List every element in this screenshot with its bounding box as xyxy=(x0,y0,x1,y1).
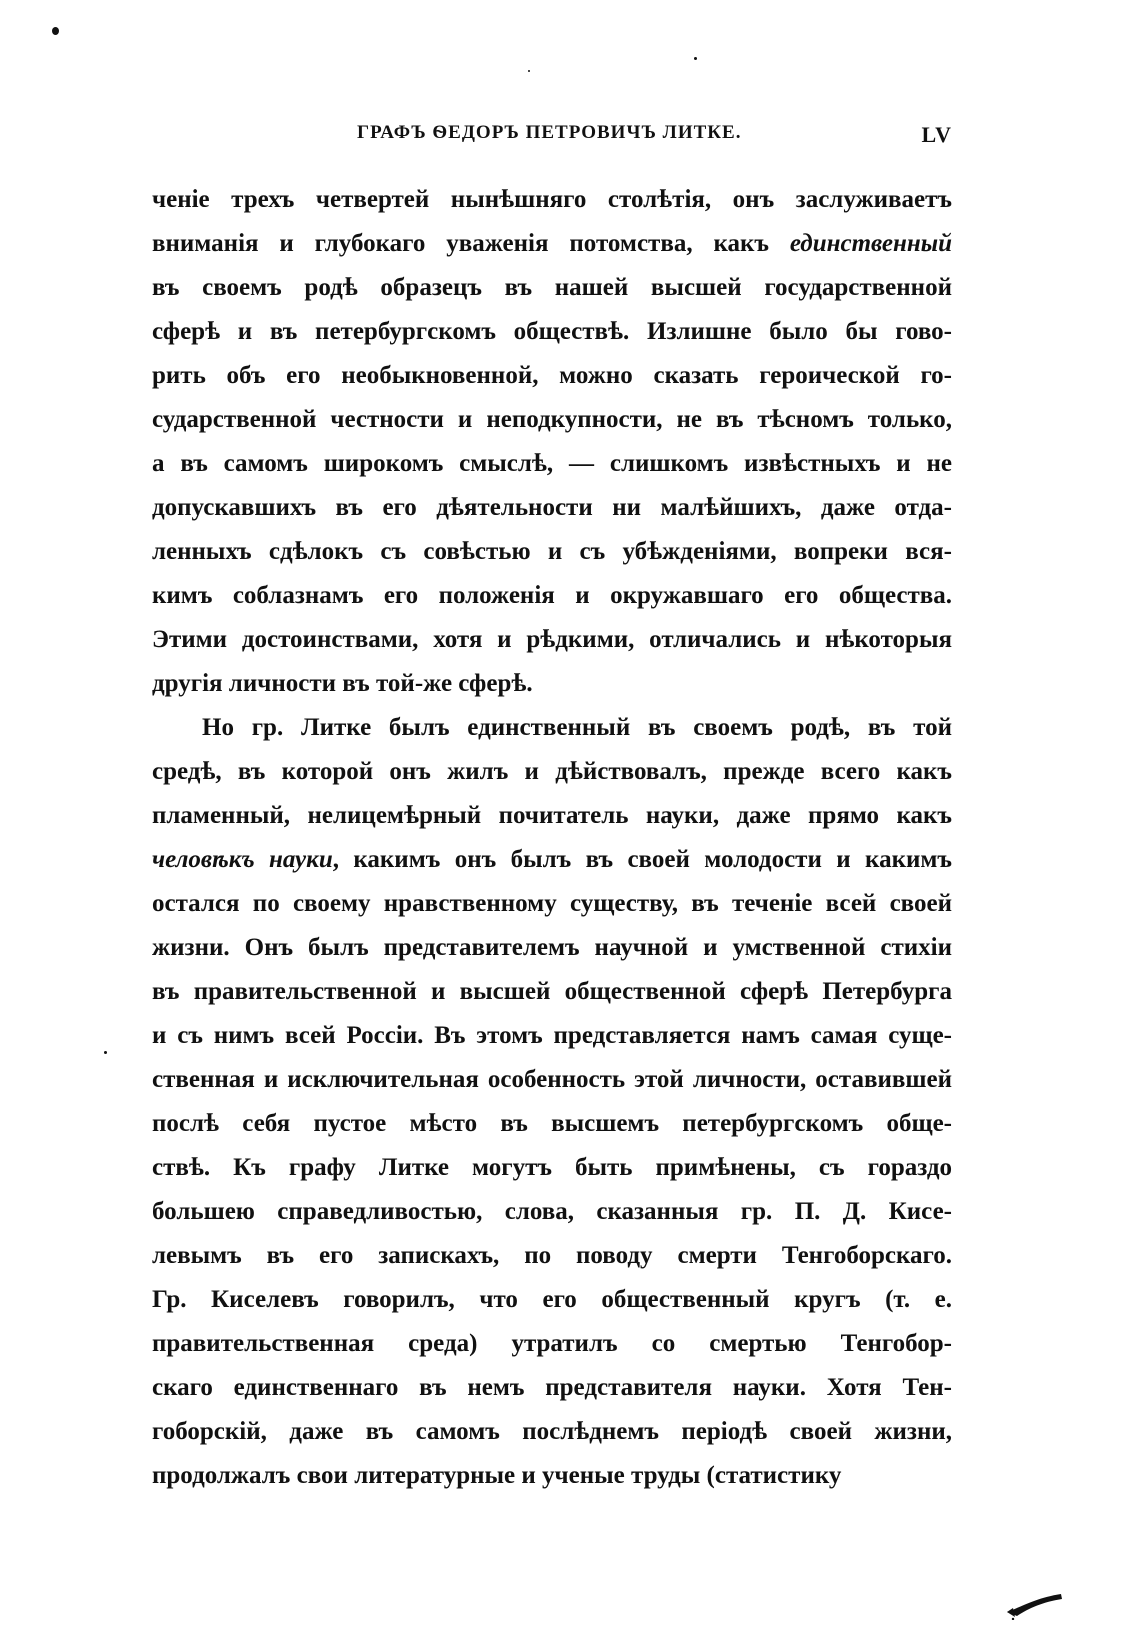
text-line xyxy=(152,178,952,222)
text-line xyxy=(152,970,952,1014)
text-segment: допускавшихъ въ его дѣятельности ни малѣйшихъ, даже отда- xyxy=(152,494,952,521)
text-segment: пламенный, нелицемѣрный почитатель науки, даже прямо какъ xyxy=(152,802,952,829)
text-segment: рить объ его необыкновенной, можно сказать героической го- xyxy=(152,362,952,389)
text-segment: средѣ, въ которой онъ жилъ и дѣйствовалъ, прежде всего какъ xyxy=(152,758,952,785)
text-line xyxy=(152,1366,952,1410)
body-text xyxy=(152,178,952,1498)
text-segment: левымъ въ его запискахъ, по поводу смерти Тенгоборскаго. xyxy=(152,1242,952,1269)
text-line xyxy=(152,750,952,794)
running-head xyxy=(152,122,952,152)
ink-speck xyxy=(528,70,530,72)
text-segment: ченіе трехъ четвертей нынѣшняго столѣтія, онъ заслуживаетъ xyxy=(152,186,952,213)
text-line xyxy=(152,530,952,574)
text-segment: вниманія и глубокаго уваженія потомства, какъ xyxy=(152,230,790,257)
text-line xyxy=(152,1190,952,1234)
running-title: ГРАФЪ ѲЕДОРЪ ПЕТРОВИЧЪ ЛИТКЕ. xyxy=(357,122,742,143)
text-segment: Этими достоинствами, хотя и рѣдкими, отличались и нѣкоторыя xyxy=(152,626,952,653)
text-segment: продолжалъ свои литературные и ученые труды (статистику xyxy=(152,1462,842,1489)
text-segment: скаго единственнаго въ немъ представителя науки. Хотя Тен- xyxy=(152,1374,952,1401)
ink-speck xyxy=(694,57,697,60)
text-line xyxy=(152,662,952,706)
text-segment: жизни. Онъ былъ представителемъ научной и умственной стихіи xyxy=(152,934,952,961)
text-line xyxy=(152,882,952,926)
text-line xyxy=(152,1410,952,1454)
text-line xyxy=(152,1102,952,1146)
text-segment: правительственная среда) утратилъ со смертью Тенгобор- xyxy=(152,1330,952,1357)
page-number: LV xyxy=(921,122,952,147)
paragraph xyxy=(152,706,952,1498)
corner-ink-mark xyxy=(1005,1590,1065,1620)
text-line xyxy=(152,442,952,486)
text-line xyxy=(152,706,952,750)
text-segment: остался по своему нравственному существу, въ теченіе всей своей xyxy=(152,890,952,917)
emphasized-text: единственный xyxy=(789,230,952,257)
text-line xyxy=(152,838,952,882)
text-segment: , какимъ онъ былъ въ своей молодости и какимъ xyxy=(332,846,952,873)
text-line xyxy=(152,1454,952,1498)
text-segment: а въ самомъ широкомъ смыслѣ, — слишкомъ извѣстныхъ и не xyxy=(152,450,952,477)
text-segment: большею справедливостью, слова, сказанныя гр. П. Д. Кисе- xyxy=(152,1198,952,1225)
text-line xyxy=(152,618,952,662)
text-line xyxy=(152,574,952,618)
text-segment: послѣ себя пустое мѣсто въ высшемъ петербургскомъ обще- xyxy=(152,1110,952,1137)
ink-speck xyxy=(52,27,59,35)
text-line xyxy=(152,1146,952,1190)
text-segment: сударственной честности и неподкупности, не въ тѣсномъ только, xyxy=(152,406,952,433)
text-line xyxy=(152,1278,952,1322)
text-line xyxy=(152,1234,952,1278)
text-segment: Гр. Киселевъ говорилъ, что его общественный кругъ (т. е. xyxy=(152,1286,952,1313)
text-segment: Но гр. Литке былъ единственный въ своемъ родѣ, въ той xyxy=(202,714,952,741)
text-segment: кимъ соблазнамъ его положенія и окружавшаго его общества. xyxy=(152,582,952,609)
text-segment: ственная и исключительная особенность этой личности, оставившей xyxy=(152,1066,952,1093)
paragraph xyxy=(152,178,952,706)
text-segment: другія личности въ той-же сферѣ. xyxy=(152,670,533,697)
text-line xyxy=(152,222,952,266)
text-line xyxy=(152,926,952,970)
text-line xyxy=(152,266,952,310)
text-line xyxy=(152,310,952,354)
text-segment: въ своемъ родѣ образецъ въ нашей высшей государственной xyxy=(152,274,952,301)
text-line xyxy=(152,1014,952,1058)
text-segment: сферѣ и въ петербургскомъ обществѣ. Излишне было бы гово- xyxy=(152,318,952,345)
text-segment: и съ нимъ всей Россіи. Въ этомъ представляется намъ самая суще- xyxy=(152,1022,952,1049)
text-line xyxy=(152,1322,952,1366)
text-line xyxy=(152,486,952,530)
emphasized-text: человѣкъ науки xyxy=(152,846,333,873)
text-segment: въ правительственной и высшей общественной сферѣ Петербурга xyxy=(152,978,952,1005)
text-line xyxy=(152,354,952,398)
text-line xyxy=(152,794,952,838)
text-segment: ствѣ. Къ графу Литке могутъ быть примѣнены, съ гораздо xyxy=(152,1154,952,1181)
text-line xyxy=(152,398,952,442)
text-line xyxy=(152,1058,952,1102)
ink-speck xyxy=(104,1051,107,1054)
text-segment: ленныхъ сдѣлокъ съ совѣстью и съ убѣжденіями, вопреки вся- xyxy=(152,538,952,565)
text-segment: гоборскій, даже въ самомъ послѣднемъ періодѣ своей жизни, xyxy=(152,1418,952,1445)
